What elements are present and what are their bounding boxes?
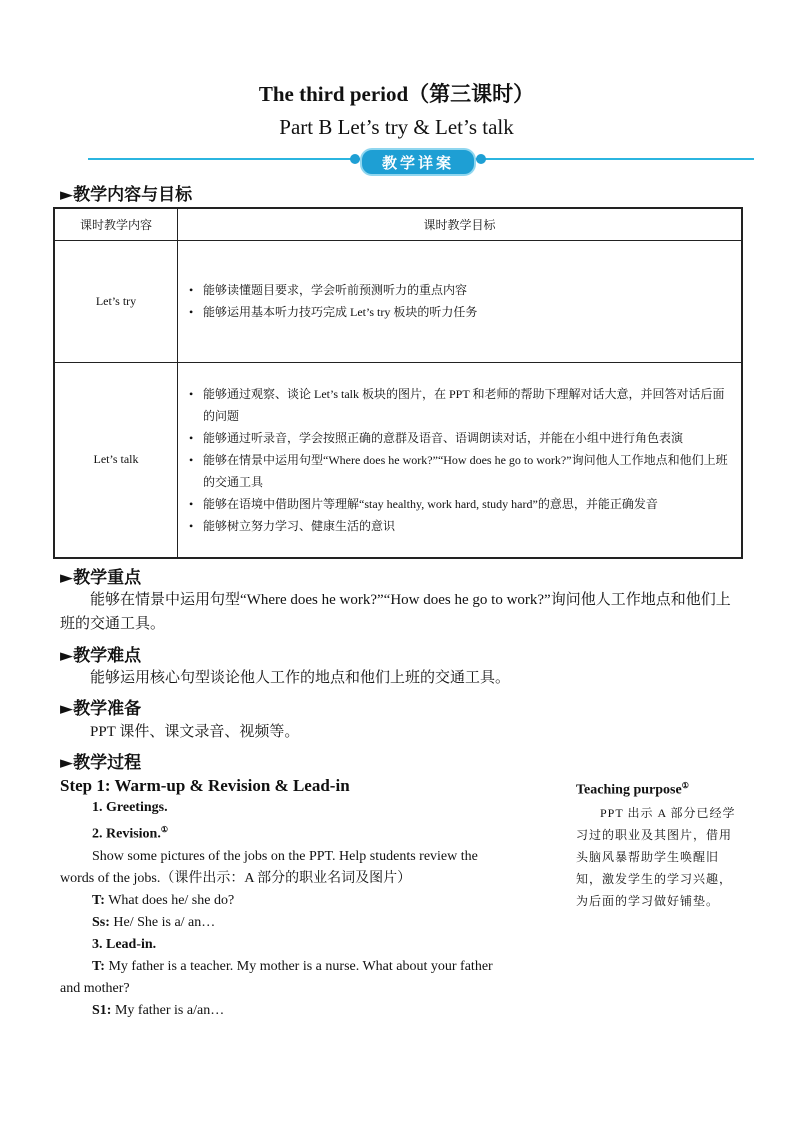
- section-content-goals: ►教学内容与目标: [60, 185, 193, 205]
- leadin-label: 3. Lead-in.: [92, 936, 157, 952]
- table-row: [54, 240, 742, 362]
- speaker: Ss:: [92, 914, 110, 930]
- revision-text: Show some pictures of the jobs on the PPT. Help students review the words of the jobs.（课件出示：A 部分的职业名词及图片）: [60, 848, 478, 886]
- dialog-line: [60, 890, 512, 912]
- dialog-text: He/ She is a/ an…: [113, 914, 216, 930]
- goal-item: • 能够读懂题目要求，学会听前预测听力的重点内容: [189, 279, 732, 301]
- page-subtitle: Part B Let’s try & Let’s talk: [279, 115, 514, 139]
- section-process: ►教学过程: [60, 753, 142, 773]
- banner-dot-left: [350, 154, 360, 164]
- step1-block: [60, 775, 512, 1022]
- dialog-line: [60, 1000, 512, 1022]
- banner-line-left: [88, 158, 360, 160]
- dialog-text: What does he/ she do?: [108, 892, 235, 908]
- dialog-text: My father is a teacher. My mother is a nurse. What about your father and mother?: [60, 958, 493, 996]
- speaker: T:: [92, 892, 105, 908]
- speaker: S1:: [92, 1002, 112, 1018]
- teaching-purpose-mark: ①: [681, 781, 689, 790]
- table-cell-goals: [178, 362, 743, 558]
- banner-line-right: [472, 158, 754, 160]
- goals-table: [53, 207, 743, 559]
- goal-item: • 能够运用基本听力技巧完成 Let’s try 板块的听力任务: [189, 301, 732, 323]
- key-points-text: 能够在情景中运用句型“Where does he work?”“How does he go to work?”询问他人工作地点和他们上班的交通工具。: [60, 592, 731, 632]
- table-cell-content: Let’s talk: [54, 362, 178, 558]
- teaching-purpose-title: Teaching purpose: [576, 782, 682, 798]
- goal-item: • 能够在情景中运用句型“Where does he work?”“How does he go to work?”询问他人工作地点和他们上班的交通工具: [189, 449, 732, 493]
- teaching-purpose-title-row: [576, 775, 742, 802]
- goal-item: • 能够通过观察、谈论 Let’s talk 板块的图片，在 PPT 和老师的帮助下理解对话大意，并回答对话后面的问题: [189, 383, 732, 427]
- dialog-line: [60, 956, 512, 1000]
- goal-item: • 能够树立努力学习、健康生活的意识: [189, 515, 732, 537]
- table-header-content: 课时教学内容: [54, 208, 178, 240]
- teaching-purpose-note: [576, 775, 742, 912]
- table-cell-content: Let’s try: [54, 240, 178, 362]
- step1-heading: Step 1: Warm-up & Revision & Lead-in: [60, 776, 350, 795]
- page-title: The third period（第三课时）: [258, 82, 535, 106]
- table-row: [54, 362, 742, 558]
- teaching-purpose-text: PPT 出示 A 部分已经学习过的职业及其图片，借用头脑风暴帮助学生唤醒旧知，激发学生的学习兴趣，为后面的学习做好铺垫。: [576, 805, 736, 908]
- table-header-goal: 课时教学目标: [178, 208, 743, 240]
- difficulties-text: 能够运用核心句型谈论他人工作的地点和他们上班的交通工具。: [90, 670, 511, 686]
- goal-item: • 能够在语境中借助图片等理解“stay healthy, work hard, study hard”的意思，并能正确发音: [189, 493, 732, 515]
- table-header-row: [54, 208, 742, 240]
- section-preparation: ►教学准备: [60, 699, 142, 719]
- dialog-line: [60, 912, 512, 934]
- banner-dot-right: [476, 154, 486, 164]
- revision-label-row: [60, 819, 512, 846]
- table-cell-goals: [178, 240, 743, 362]
- revision-label: 2. Revision.: [92, 826, 161, 842]
- revision-footnote-mark: ①: [160, 825, 169, 834]
- goal-item: • 能够通过听录音，学会按照正确的意群及语音、语调朗读对话，并能在小组中进行角色表演: [189, 427, 732, 449]
- lesson-plan-banner: 教学详案: [360, 148, 476, 176]
- section-difficulties: ►教学难点: [60, 646, 142, 666]
- speaker: T:: [92, 958, 105, 974]
- greetings-label: 1. Greetings.: [92, 800, 168, 815]
- preparation-text: PPT 课件、课文录音、视频等。: [90, 724, 300, 740]
- dialog-text: My father is a/an…: [114, 1002, 225, 1018]
- section-key-points: ►教学重点: [60, 568, 142, 588]
